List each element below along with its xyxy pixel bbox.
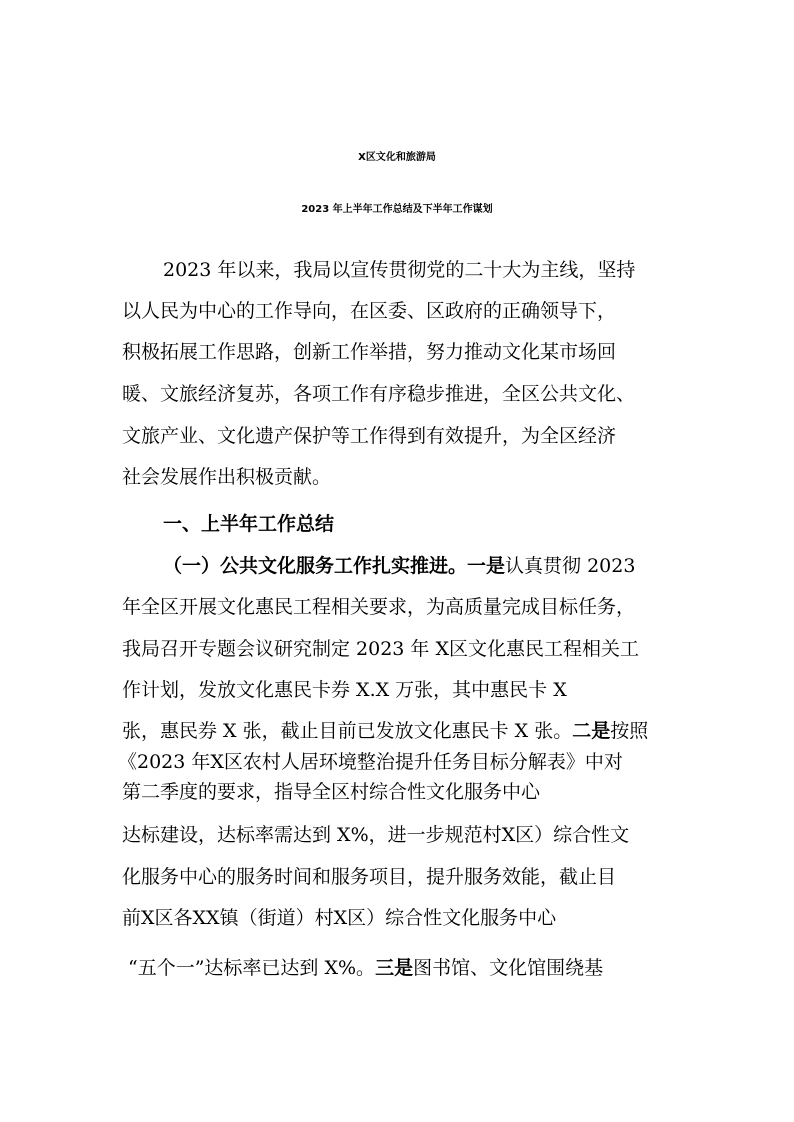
body-line-d: [128, 955, 603, 981]
body-line-a1: 年全区开展文化惠民工程相关要求，为高质量完成目标任务，: [122, 596, 636, 618]
intro-line-1: 2023 年以来，我局以宣传贯彻党的二十大为主线，坚持: [163, 259, 636, 281]
body-line-c4: 化服务中心的服务时间和服务项目，提升服务效能，截止目: [122, 866, 617, 888]
body-line-c5: 前X区各XX镇（街道）村X区）综合性文化服务中心: [122, 907, 557, 929]
body-line-a2: 我局召开专题会议研究制定 2023 年 X区文化惠民工程相关工: [122, 638, 639, 660]
point1-text: 认真贯彻 2023: [505, 555, 636, 577]
point2-text: 按照: [610, 720, 649, 742]
body-line-d-text: “五个一”达标率已达到 X%。: [128, 957, 376, 979]
point2-label: 二是: [572, 720, 611, 742]
document-title-line2: 2023 年上半年工作总结及下半年工作谋划: [301, 204, 493, 215]
body-line-b-text: 张，惠民券 X 张，截止目前已发放文化惠民卡 X 张。: [122, 720, 573, 742]
body-line-c1: 《2023 年X区农村人居环境整治提升任务目标分解表》中对: [118, 751, 623, 773]
intro-line-6: 社会发展作出积极贡献。: [122, 466, 332, 488]
body-line-c3: 达标建设，达标率需达到 X%，进一步规范村X区）综合性文: [122, 824, 630, 846]
intro-line-2: 以人民为中心的工作导向，在区委、区政府的正确领导下，: [122, 300, 617, 322]
body-line-c2: 第二季度的要求，指导全区村综合性文化服务中心: [122, 781, 541, 803]
subsection-first-line: [163, 553, 635, 579]
document-title-line1: X区文化和旅游局: [358, 152, 436, 163]
intro-line-3: 积极拓展工作思路，创新工作举措，努力推动文化某市场回: [122, 341, 617, 363]
body-line-b: [122, 718, 648, 744]
body-line-a3: 作计划，发放文化惠民卡券 X.X 万张，其中惠民卡 X: [122, 679, 567, 701]
point3-text: 图书馆、文化馆围绕基: [413, 957, 604, 979]
subsection-heading: （一）公共文化服务工作扎实推进。: [163, 555, 468, 577]
point3-label: 三是: [375, 957, 414, 979]
intro-line-4: 暖、文旅经济复苏，各项工作有序稳步推进，全区公共文化、: [122, 383, 636, 405]
section-heading: 一、上半年工作总结: [163, 513, 335, 535]
point1-label: 一是: [467, 555, 506, 577]
intro-line-5: 文旅产业、文化遗产保护等工作得到有效提升，为全区经济: [122, 425, 617, 447]
